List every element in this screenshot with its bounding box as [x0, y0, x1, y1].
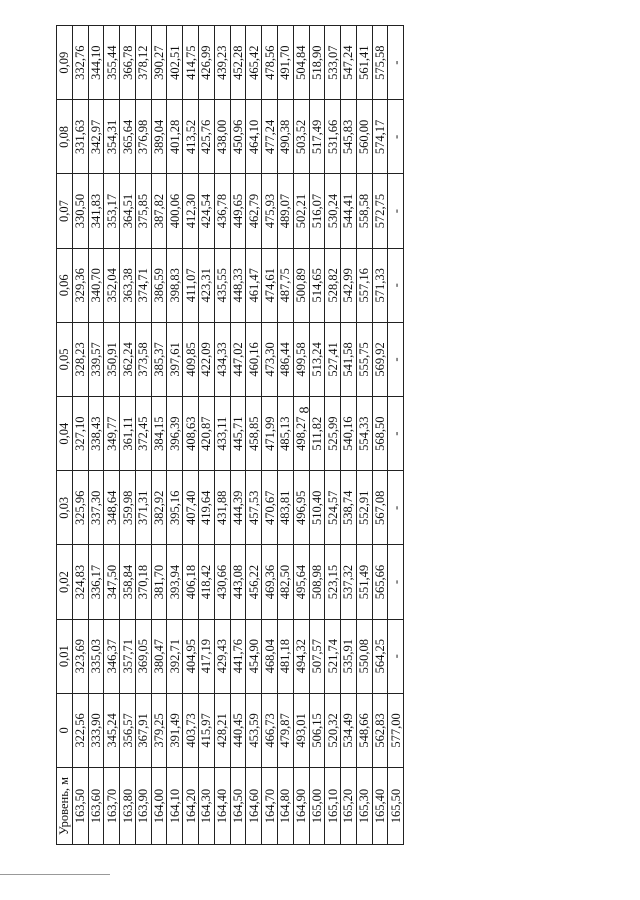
- table-row: [104, 26, 120, 845]
- value-cell: 344,10: [88, 26, 104, 100]
- value-cell: 496,95: [293, 471, 309, 545]
- level-cell: 164,10: [167, 768, 183, 845]
- value-cell: 531,66: [325, 100, 341, 174]
- value-cell: 336,17: [88, 545, 104, 619]
- table-row: [356, 26, 372, 845]
- value-cell: 408,63: [183, 397, 199, 471]
- value-cell: 569,92: [372, 322, 388, 396]
- value-cell: 373,58: [135, 322, 151, 396]
- table-row: [341, 26, 357, 845]
- value-cell: 483,81: [277, 471, 293, 545]
- level-cell: 163,80: [120, 768, 136, 845]
- column-header: 0,02: [57, 545, 73, 619]
- value-cell: 335,03: [88, 619, 104, 693]
- value-cell: 511,82: [309, 397, 325, 471]
- value-cell: 562,83: [372, 693, 388, 767]
- value-cell: -: [388, 100, 404, 174]
- value-cell: 487,75: [277, 248, 293, 322]
- level-cell: 165,10: [325, 768, 341, 845]
- value-cell: 412,30: [183, 174, 199, 248]
- value-cell: 520,32: [325, 693, 341, 767]
- value-cell: 355,44: [104, 26, 120, 100]
- value-cell: 537,32: [341, 545, 357, 619]
- value-cell: 390,27: [151, 26, 167, 100]
- table-row: [135, 26, 151, 845]
- value-cell: 330,50: [72, 174, 88, 248]
- value-cell: 385,37: [151, 322, 167, 396]
- value-cell: -: [388, 471, 404, 545]
- value-cell: 498,27: [293, 397, 309, 471]
- table-header-row: [57, 26, 73, 845]
- column-header: 0,09: [57, 26, 73, 100]
- value-cell: 364,51: [120, 174, 136, 248]
- value-cell: 417,19: [199, 619, 215, 693]
- page-number: 8: [297, 406, 313, 414]
- value-cell: 465,42: [246, 26, 262, 100]
- value-cell: 508,98: [309, 545, 325, 619]
- value-cell: 557,16: [356, 248, 372, 322]
- value-cell: 574,17: [372, 100, 388, 174]
- value-cell: 554,33: [356, 397, 372, 471]
- value-cell: 572,75: [372, 174, 388, 248]
- level-cell: 164,30: [199, 768, 215, 845]
- value-cell: 478,56: [262, 26, 278, 100]
- value-cell: 370,18: [135, 545, 151, 619]
- table-body: [72, 26, 403, 845]
- value-cell: 423,31: [199, 248, 215, 322]
- value-cell: 544,41: [341, 174, 357, 248]
- value-cell: 328,23: [72, 322, 88, 396]
- value-cell: 530,24: [325, 174, 341, 248]
- column-header: 0,03: [57, 471, 73, 545]
- value-cell: 424,54: [199, 174, 215, 248]
- table-row: [372, 26, 388, 845]
- table-row: [230, 26, 246, 845]
- value-cell: 384,15: [151, 397, 167, 471]
- value-cell: 481,18: [277, 619, 293, 693]
- value-cell: 527,41: [325, 322, 341, 396]
- table-row: [325, 26, 341, 845]
- level-cell: 165,40: [372, 768, 388, 845]
- value-cell: 504,84: [293, 26, 309, 100]
- value-cell: 523,15: [325, 545, 341, 619]
- value-cell: 362,24: [120, 322, 136, 396]
- value-cell: 332,76: [72, 26, 88, 100]
- value-cell: 428,21: [214, 693, 230, 767]
- value-cell: 456,22: [246, 545, 262, 619]
- value-cell: 407,40: [183, 471, 199, 545]
- value-cell: -: [388, 174, 404, 248]
- value-cell: 560,00: [356, 100, 372, 174]
- value-cell: -: [388, 26, 404, 100]
- value-cell: 386,59: [151, 248, 167, 322]
- value-cell: 359,98: [120, 471, 136, 545]
- value-cell: 354,31: [104, 100, 120, 174]
- value-cell: 567,08: [372, 471, 388, 545]
- value-cell: 449,65: [230, 174, 246, 248]
- table-row: [293, 26, 309, 845]
- value-cell: 541,58: [341, 322, 357, 396]
- value-cell: 376,98: [135, 100, 151, 174]
- value-cell: 411,07: [183, 248, 199, 322]
- value-cell: 489,07: [277, 174, 293, 248]
- value-cell: 374,71: [135, 248, 151, 322]
- value-cell: 331,63: [72, 100, 88, 174]
- value-cell: 372,45: [135, 397, 151, 471]
- value-cell: 477,24: [262, 100, 278, 174]
- value-cell: 403,73: [183, 693, 199, 767]
- table-row: [72, 26, 88, 845]
- value-cell: 358,84: [120, 545, 136, 619]
- value-cell: 438,00: [214, 100, 230, 174]
- value-cell: 450,96: [230, 100, 246, 174]
- value-cell: 453,59: [246, 693, 262, 767]
- value-cell: 406,18: [183, 545, 199, 619]
- value-cell: 460,16: [246, 322, 262, 396]
- value-cell: 486,44: [277, 322, 293, 396]
- scan-artifact-line: [0, 874, 110, 875]
- column-header: 0,06: [57, 248, 73, 322]
- value-cell: 378,12: [135, 26, 151, 100]
- value-cell: 525,99: [325, 397, 341, 471]
- value-cell: 447,02: [230, 322, 246, 396]
- value-cell: 402,51: [167, 26, 183, 100]
- level-cell: 164,80: [277, 768, 293, 845]
- value-cell: 422,09: [199, 322, 215, 396]
- value-cell: 404,95: [183, 619, 199, 693]
- value-cell: 345,24: [104, 693, 120, 767]
- value-cell: 341,83: [88, 174, 104, 248]
- value-cell: -: [388, 322, 404, 396]
- table-row: [120, 26, 136, 845]
- value-cell: 474,61: [262, 248, 278, 322]
- value-cell: 454,90: [246, 619, 262, 693]
- value-cell: 375,85: [135, 174, 151, 248]
- value-cell: -: [388, 545, 404, 619]
- value-cell: 490,38: [277, 100, 293, 174]
- value-cell: 441,76: [230, 619, 246, 693]
- value-cell: 461,47: [246, 248, 262, 322]
- table-row: [309, 26, 325, 845]
- value-cell: 371,31: [135, 471, 151, 545]
- value-cell: 555,75: [356, 322, 372, 396]
- value-cell: 444,39: [230, 471, 246, 545]
- value-cell: 448,33: [230, 248, 246, 322]
- value-cell: 337,30: [88, 471, 104, 545]
- level-cell: 164,90: [293, 768, 309, 845]
- value-cell: 510,40: [309, 471, 325, 545]
- level-cell: 164,70: [262, 768, 278, 845]
- table-row: [246, 26, 262, 845]
- value-cell: 389,04: [151, 100, 167, 174]
- value-cell: 356,57: [120, 693, 136, 767]
- table-row: [277, 26, 293, 845]
- column-header: Уровень, м: [57, 768, 73, 845]
- column-header: 0: [57, 693, 73, 767]
- level-cell: 163,70: [104, 768, 120, 845]
- value-cell: 491,70: [277, 26, 293, 100]
- value-cell: 393,94: [167, 545, 183, 619]
- value-cell: 396,39: [167, 397, 183, 471]
- value-cell: 469,36: [262, 545, 278, 619]
- value-cell: 513,24: [309, 322, 325, 396]
- value-cell: 369,05: [135, 619, 151, 693]
- table-row: [183, 26, 199, 845]
- value-cell: 367,91: [135, 693, 151, 767]
- value-cell: 338,43: [88, 397, 104, 471]
- value-cell: 363,38: [120, 248, 136, 322]
- level-cell: 164,50: [230, 768, 246, 845]
- value-cell: 380,47: [151, 619, 167, 693]
- value-cell: 425,76: [199, 100, 215, 174]
- value-cell: -: [388, 397, 404, 471]
- value-cell: 434,33: [214, 322, 230, 396]
- value-cell: 419,64: [199, 471, 215, 545]
- value-cell: 518,90: [309, 26, 325, 100]
- value-cell: 564,25: [372, 619, 388, 693]
- value-cell: 436,78: [214, 174, 230, 248]
- value-cell: 542,99: [341, 248, 357, 322]
- value-cell: 575,58: [372, 26, 388, 100]
- value-cell: 348,64: [104, 471, 120, 545]
- value-cell: 413,52: [183, 100, 199, 174]
- column-header: 0,01: [57, 619, 73, 693]
- value-cell: 577,00: [388, 693, 404, 767]
- value-cell: 479,87: [277, 693, 293, 767]
- value-cell: 506,15: [309, 693, 325, 767]
- value-cell: 494,32: [293, 619, 309, 693]
- value-cell: 462,79: [246, 174, 262, 248]
- value-cell: 349,77: [104, 397, 120, 471]
- column-header: 0,08: [57, 100, 73, 174]
- value-cell: 439,23: [214, 26, 230, 100]
- value-cell: 429,43: [214, 619, 230, 693]
- value-cell: 516,07: [309, 174, 325, 248]
- table-row: [214, 26, 230, 845]
- value-cell: 415,97: [199, 693, 215, 767]
- value-cell: 340,70: [88, 248, 104, 322]
- value-cell: 502,21: [293, 174, 309, 248]
- level-cell: 164,60: [246, 768, 262, 845]
- value-cell: 381,70: [151, 545, 167, 619]
- value-cell: 473,30: [262, 322, 278, 396]
- value-cell: 565,66: [372, 545, 388, 619]
- value-cell: 503,52: [293, 100, 309, 174]
- value-cell: 324,83: [72, 545, 88, 619]
- value-cell: 414,75: [183, 26, 199, 100]
- table-row: [167, 26, 183, 845]
- value-cell: 475,93: [262, 174, 278, 248]
- level-cell: 165,20: [341, 768, 357, 845]
- value-cell: 457,53: [246, 471, 262, 545]
- column-header: 0,04: [57, 397, 73, 471]
- value-cell: 493,01: [293, 693, 309, 767]
- value-cell: 443,08: [230, 545, 246, 619]
- value-cell: 552,91: [356, 471, 372, 545]
- table-row: [151, 26, 167, 845]
- value-cell: 561,41: [356, 26, 372, 100]
- value-cell: 357,71: [120, 619, 136, 693]
- level-cell: 164,40: [214, 768, 230, 845]
- value-cell: 346,37: [104, 619, 120, 693]
- rotated-table-container: [56, 25, 411, 845]
- value-cell: 445,71: [230, 397, 246, 471]
- column-header: 0,05: [57, 322, 73, 396]
- value-cell: 535,91: [341, 619, 357, 693]
- value-cell: 409,85: [183, 322, 199, 396]
- value-cell: 521,74: [325, 619, 341, 693]
- value-cell: -: [388, 248, 404, 322]
- value-cell: 524,57: [325, 471, 341, 545]
- value-cell: 499,58: [293, 322, 309, 396]
- value-cell: 418,42: [199, 545, 215, 619]
- value-cell: -: [388, 619, 404, 693]
- value-cell: 558,58: [356, 174, 372, 248]
- value-cell: 550,08: [356, 619, 372, 693]
- value-cell: 514,65: [309, 248, 325, 322]
- level-cell: 163,50: [72, 768, 88, 845]
- table-row: [388, 26, 404, 845]
- value-cell: 534,49: [341, 693, 357, 767]
- value-cell: 361,11: [120, 397, 136, 471]
- value-cell: 327,10: [72, 397, 88, 471]
- level-cell: 165,50: [388, 768, 404, 845]
- value-cell: 323,69: [72, 619, 88, 693]
- value-cell: 426,99: [199, 26, 215, 100]
- value-cell: 538,74: [341, 471, 357, 545]
- value-cell: 458,85: [246, 397, 262, 471]
- value-cell: 547,24: [341, 26, 357, 100]
- value-cell: 420,87: [199, 397, 215, 471]
- value-cell: 571,33: [372, 248, 388, 322]
- value-cell: 471,99: [262, 397, 278, 471]
- level-cell: 163,60: [88, 768, 104, 845]
- value-cell: 568,50: [372, 397, 388, 471]
- value-cell: 466,73: [262, 693, 278, 767]
- value-cell: 470,67: [262, 471, 278, 545]
- value-cell: 392,71: [167, 619, 183, 693]
- value-cell: 545,83: [341, 100, 357, 174]
- column-header: 0,07: [57, 174, 73, 248]
- value-cell: 495,64: [293, 545, 309, 619]
- value-cell: 482,50: [277, 545, 293, 619]
- value-cell: 440,45: [230, 693, 246, 767]
- value-cell: 347,50: [104, 545, 120, 619]
- value-cell: 391,49: [167, 693, 183, 767]
- value-cell: 548,66: [356, 693, 372, 767]
- value-cell: 365,64: [120, 100, 136, 174]
- value-cell: 435,55: [214, 248, 230, 322]
- table-row: [199, 26, 215, 845]
- value-cell: 528,82: [325, 248, 341, 322]
- value-cell: 540,16: [341, 397, 357, 471]
- value-cell: 507,57: [309, 619, 325, 693]
- level-cell: 164,00: [151, 768, 167, 845]
- value-cell: 398,83: [167, 248, 183, 322]
- value-cell: 353,17: [104, 174, 120, 248]
- value-cell: 322,56: [72, 693, 88, 767]
- value-cell: 433,11: [214, 397, 230, 471]
- table-row: [262, 26, 278, 845]
- level-cell: 163,90: [135, 768, 151, 845]
- value-cell: 329,36: [72, 248, 88, 322]
- value-cell: 533,07: [325, 26, 341, 100]
- value-cell: 485,13: [277, 397, 293, 471]
- value-cell: 395,16: [167, 471, 183, 545]
- value-cell: 464,10: [246, 100, 262, 174]
- value-cell: 500,89: [293, 248, 309, 322]
- value-cell: 468,04: [262, 619, 278, 693]
- value-cell: 452,28: [230, 26, 246, 100]
- value-cell: 401,28: [167, 100, 183, 174]
- value-cell: 517,49: [309, 100, 325, 174]
- value-cell: 430,66: [214, 545, 230, 619]
- value-cell: 352,04: [104, 248, 120, 322]
- level-cell: 165,00: [309, 768, 325, 845]
- value-cell: 431,88: [214, 471, 230, 545]
- value-cell: 551,49: [356, 545, 372, 619]
- value-cell: 379,25: [151, 693, 167, 767]
- level-cell: 164,20: [183, 768, 199, 845]
- level-cell: 165,30: [356, 768, 372, 845]
- value-cell: 400,06: [167, 174, 183, 248]
- value-cell: 350,91: [104, 322, 120, 396]
- level-volume-table: [56, 25, 404, 845]
- table-row: [88, 26, 104, 845]
- value-cell: 366,78: [120, 26, 136, 100]
- value-cell: 387,82: [151, 174, 167, 248]
- value-cell: 342,97: [88, 100, 104, 174]
- value-cell: 325,96: [72, 471, 88, 545]
- value-cell: 339,57: [88, 322, 104, 396]
- value-cell: 333,90: [88, 693, 104, 767]
- value-cell: 397,61: [167, 322, 183, 396]
- value-cell: 382,92: [151, 471, 167, 545]
